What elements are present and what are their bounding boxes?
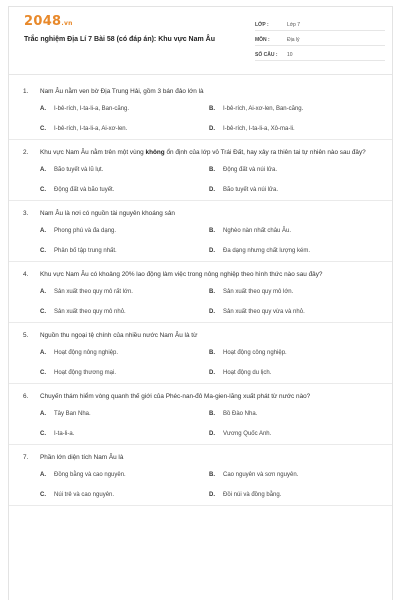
meta-key: LỚP : <box>255 22 269 28</box>
answer-option[interactable] <box>40 410 209 418</box>
answer-option[interactable] <box>40 186 209 194</box>
logo-text: 2048 <box>24 14 62 29</box>
option-letter: D. <box>209 431 215 437</box>
option-letter: C. <box>40 187 46 193</box>
question-head <box>23 87 378 97</box>
question-text: Chuyến thám hiểm vòng quanh thế giới của Phéc-nan-đô Ma-gien-lăng xuất phát từ nước nào? <box>40 393 311 400</box>
answer-options <box>23 410 378 438</box>
answer-option[interactable] <box>209 166 378 174</box>
meta-value: Lớp 7 <box>287 22 301 28</box>
question-head <box>23 209 378 219</box>
option-letter: D. <box>209 370 215 376</box>
answer-option[interactable] <box>209 227 378 235</box>
question-text: Khu vực Nam Âu có khoảng 20% lao động làm việc trong nông nghiệp theo hình thức nào sau đây? <box>40 271 323 278</box>
quiz-sheet <box>8 6 393 600</box>
answer-option[interactable] <box>40 430 209 438</box>
option-text: Động đất và bão tuyết. <box>54 187 115 193</box>
answer-options <box>23 288 378 316</box>
option-letter: D. <box>209 248 215 254</box>
answer-option[interactable] <box>40 288 209 296</box>
option-text: Vương Quốc Anh. <box>223 431 272 437</box>
site-logo[interactable] <box>24 14 73 29</box>
question-item <box>9 384 392 445</box>
option-letter: A. <box>40 472 46 478</box>
question-item <box>9 140 392 201</box>
answer-option[interactable] <box>40 105 209 113</box>
option-letter: A. <box>40 350 46 356</box>
answer-option[interactable] <box>209 186 378 194</box>
option-letter: C. <box>40 370 46 376</box>
option-text: I-bê-rích, I-ta-li-a, Xô-ma-li. <box>223 126 295 132</box>
question-item <box>9 262 392 323</box>
question-item <box>9 323 392 384</box>
meta-row-subject <box>255 31 385 46</box>
question-number: 4. <box>23 271 29 278</box>
question-text <box>40 148 378 158</box>
option-text: I-bê-rích, I-ta-li-a, Ai-xơ-len. <box>54 126 128 132</box>
answer-option[interactable] <box>209 471 378 479</box>
question-item <box>9 445 392 506</box>
option-letter: A. <box>40 167 46 173</box>
header-divider <box>9 74 392 75</box>
answer-option[interactable] <box>209 125 378 133</box>
option-letter: B. <box>209 289 215 295</box>
option-text: Đa dạng nhưng chất lượng kém. <box>223 248 311 254</box>
question-item <box>9 201 392 262</box>
option-text: Cao nguyên và sơn nguyên. <box>223 472 299 478</box>
answer-options <box>23 166 378 194</box>
option-letter: B. <box>209 411 215 417</box>
meta-value: 10 <box>287 52 293 58</box>
option-text: Đồi núi và đồng bằng. <box>223 492 282 498</box>
answer-option[interactable] <box>209 410 378 418</box>
option-text: Sản xuất theo quy mô lớn. <box>223 289 294 295</box>
question-number: 1. <box>23 88 29 95</box>
meta-row-class <box>255 16 385 31</box>
answer-options <box>23 227 378 255</box>
answer-option[interactable] <box>40 349 209 357</box>
answer-option[interactable] <box>40 166 209 174</box>
option-text: Sản xuất theo quy mô rất lớn. <box>54 289 133 295</box>
option-text: Tây Ban Nha. <box>54 411 91 417</box>
option-text: I-bê-rích, I-ta-li-a, Ban-căng. <box>54 106 130 112</box>
answer-option[interactable] <box>209 349 378 357</box>
question-text: Phần lớn diện tích Nam Âu là <box>40 454 124 461</box>
question-text-bold: không <box>145 149 165 156</box>
option-letter: A. <box>40 228 46 234</box>
question-number: 5. <box>23 332 29 339</box>
option-text: Bão tuyết và núi lửa. <box>223 187 279 193</box>
question-number: 6. <box>23 393 29 400</box>
option-letter: D. <box>209 492 215 498</box>
answer-option[interactable] <box>40 247 209 255</box>
quiz-header <box>9 7 392 69</box>
option-text: Nghèo nàn nhất châu Âu. <box>223 228 292 234</box>
question-text: Nguồn thu ngoại tệ chính của nhiều nước Nam Âu là từ <box>40 332 198 339</box>
option-letter: C. <box>40 309 46 315</box>
option-text: Bồ Đào Nha. <box>223 411 258 417</box>
option-letter: C. <box>40 248 46 254</box>
option-text: Bão tuyết và lũ lụt. <box>54 167 104 173</box>
answer-option[interactable] <box>209 491 378 499</box>
option-letter: D. <box>209 309 215 315</box>
option-letter: C. <box>40 492 46 498</box>
option-letter: C. <box>40 431 46 437</box>
answer-option[interactable] <box>209 430 378 438</box>
option-text: Hoạt động công nghiệp. <box>223 350 287 356</box>
option-letter: D. <box>209 187 215 193</box>
option-text: I-bê-rích, Ai-xơ-len, Ban-căng. <box>223 106 304 112</box>
option-text: Núi trẻ và cao nguyên. <box>54 492 115 498</box>
question-number: 2. <box>23 149 29 156</box>
question-head <box>23 392 378 402</box>
meta-value: Địa lý <box>287 37 300 43</box>
page-title: Trắc nghiệm Địa Lí 7 Bài 58 (có đáp án): Khu vực Nam Âu <box>24 36 215 43</box>
question-number: 3. <box>23 210 29 217</box>
answer-option[interactable] <box>40 308 209 316</box>
option-text: I-ta-li-a. <box>54 431 75 437</box>
meta-key: MÔN : <box>255 37 270 43</box>
option-text: Đồng bằng và cao nguyên. <box>54 472 126 478</box>
option-letter: C. <box>40 126 46 132</box>
option-letter: A. <box>40 411 46 417</box>
option-letter: A. <box>40 289 46 295</box>
option-letter: D. <box>209 126 215 132</box>
meta-row-count <box>255 46 385 61</box>
question-text-after: ổn định của lớp vỏ Trái Đất, hay xảy ra thiên tai tự nhiên nào sau đây? <box>164 149 366 156</box>
question-text: Nam Âu là nơi có nguồn tài nguyên khoáng sản <box>40 210 175 217</box>
answer-option[interactable] <box>209 247 378 255</box>
question-list <box>9 79 392 506</box>
question-text: Nam Âu nằm ven bờ Địa Trung Hải, gồm 3 bán đảo lớn là <box>40 88 204 95</box>
question-head <box>23 270 378 280</box>
answer-option[interactable] <box>40 227 209 235</box>
option-text: Hoạt động nông nghiệp. <box>54 350 119 356</box>
answer-option[interactable] <box>40 125 209 133</box>
option-text: Sản xuất theo quy vừa và nhỏ. <box>223 309 305 315</box>
logo-suffix: .vn <box>61 20 73 27</box>
option-letter: B. <box>209 350 215 356</box>
answer-options <box>23 471 378 499</box>
option-text: Phong phú và đa dạng. <box>54 228 117 234</box>
question-head <box>23 331 378 341</box>
answer-option[interactable] <box>209 308 378 316</box>
quiz-meta <box>255 16 385 61</box>
answer-option[interactable] <box>209 288 378 296</box>
answer-option[interactable] <box>40 369 209 377</box>
answer-options <box>23 349 378 377</box>
answer-option[interactable] <box>209 105 378 113</box>
option-text: Sản xuất theo quy mô nhỏ. <box>54 309 126 315</box>
question-head <box>23 148 378 158</box>
option-text: Hoạt động thương mại. <box>54 370 116 376</box>
answer-option[interactable] <box>209 369 378 377</box>
question-number: 7. <box>23 454 29 461</box>
meta-key: SỐ CÂU : <box>255 52 278 58</box>
option-text: Hoạt động du lịch. <box>223 370 272 376</box>
option-letter: B. <box>209 228 215 234</box>
option-letter: A. <box>40 106 46 112</box>
question-item <box>9 79 392 140</box>
question-head <box>23 453 378 463</box>
answer-option[interactable] <box>40 471 209 479</box>
question-text-before: Khu vực Nam Âu nằm trên một vùng <box>40 149 146 156</box>
option-text: Động đất và núi lửa. <box>223 167 278 173</box>
option-letter: B. <box>209 106 215 112</box>
option-text: Phân bố tập trung nhất. <box>54 248 117 254</box>
option-letter: B. <box>209 472 215 478</box>
option-letter: B. <box>209 167 215 173</box>
answer-option[interactable] <box>40 491 209 499</box>
answer-options <box>23 105 378 133</box>
